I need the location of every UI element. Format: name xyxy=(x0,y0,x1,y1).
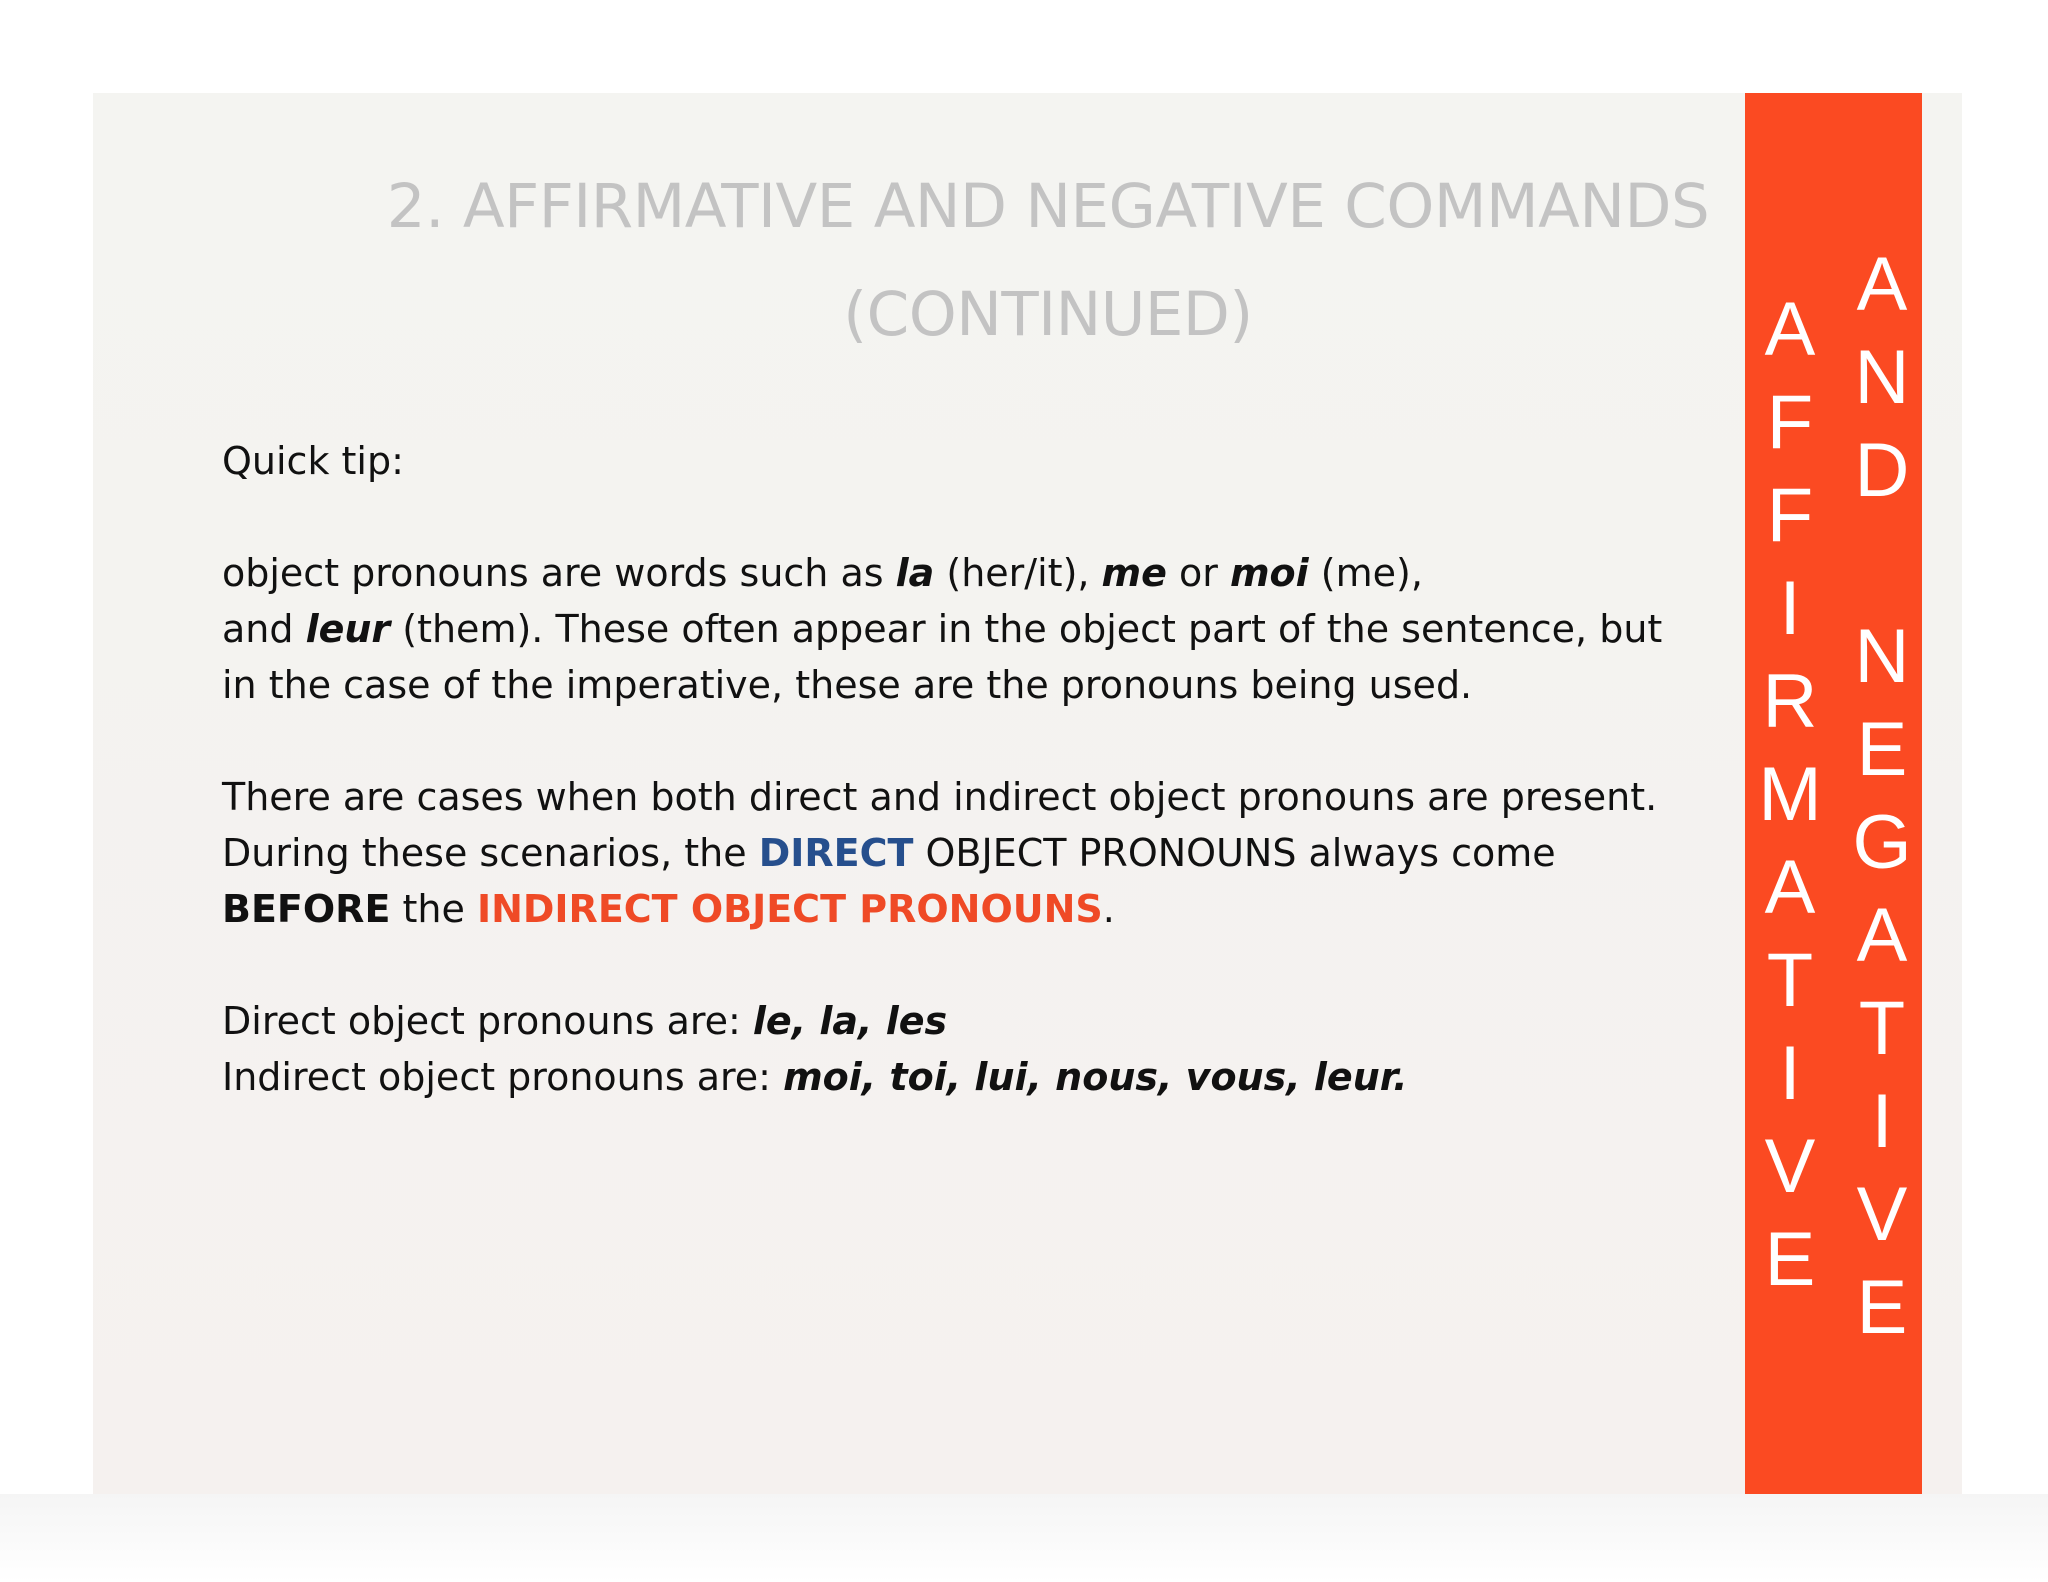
text-run: the xyxy=(390,887,477,931)
indirect-pronoun-list: moi, toi, lui, nous, vous, leur. xyxy=(783,1055,1408,1099)
direct-pronoun-list: le, la, les xyxy=(752,999,948,1043)
word-before: BEFORE xyxy=(222,887,391,931)
text-run: and xyxy=(222,607,306,651)
banner-letter: I xyxy=(1779,1031,1801,1116)
banner-letter: A xyxy=(1856,242,1908,327)
text-run: (me), xyxy=(1308,551,1423,595)
para1-line1 xyxy=(222,545,1762,601)
text-run: (her/it), xyxy=(934,551,1102,595)
text-run: object pronouns are words such as xyxy=(222,551,896,595)
text-run: OBJECT PRONOUNS always come xyxy=(913,831,1556,875)
banner-word-and-negative xyxy=(1837,238,1927,1354)
title-line-2: (CONTINUED) xyxy=(843,279,1253,350)
slide xyxy=(93,93,1962,1494)
vertical-banner xyxy=(1745,93,1922,1494)
text-run: Indirect object pronouns are: xyxy=(222,1055,784,1099)
banner-letter: A xyxy=(1764,287,1816,372)
para2-line1: There are cases when both direct and indirect object pronouns are present. xyxy=(222,775,1658,819)
para1-line2 xyxy=(222,601,1762,657)
banner-letter: I xyxy=(1779,566,1801,651)
banner-letter: E xyxy=(1856,1265,1908,1350)
banner-letter: M xyxy=(1758,752,1822,837)
banner-spacer xyxy=(1837,517,1927,610)
text-run: or xyxy=(1166,551,1230,595)
banner-letter: V xyxy=(1856,1172,1908,1257)
text-run: During these scenarios, the xyxy=(222,831,759,875)
text-run: . xyxy=(1102,887,1115,931)
para1-line3: in the case of the imperative, these are the pronouns being used. xyxy=(222,663,1473,707)
para2-line2 xyxy=(222,825,1762,881)
word-la: la xyxy=(895,551,935,595)
banner-letter: N xyxy=(1854,335,1910,420)
word-direct: DIRECT xyxy=(758,831,914,875)
word-me: me xyxy=(1101,551,1167,595)
word-leur: leur xyxy=(305,607,391,651)
text-run: Direct object pronouns are: xyxy=(222,999,753,1043)
banner-letter: F xyxy=(1766,380,1814,465)
bottom-band xyxy=(0,1494,2048,1582)
quick-tip-label: Quick tip: xyxy=(222,439,404,483)
word-indirect-object-pronouns: INDIRECT OBJECT PRONOUNS xyxy=(476,887,1103,931)
para2-line3 xyxy=(222,881,1762,937)
banner-letter: T xyxy=(1858,986,1906,1071)
banner-letter: A xyxy=(1856,893,1908,978)
text-run: (them). These often appear in the object part of the sentence, but xyxy=(390,607,1663,651)
banner-letter: I xyxy=(1871,1079,1893,1164)
banner-letter: A xyxy=(1764,845,1816,930)
banner-word-affirmative xyxy=(1745,283,1835,1306)
banner-letter: D xyxy=(1854,428,1910,513)
banner-letter: F xyxy=(1766,473,1814,558)
direct-pronouns-line xyxy=(222,993,1762,1049)
banner-letter: N xyxy=(1854,614,1910,699)
banner-letter: V xyxy=(1764,1124,1816,1209)
banner-letter: E xyxy=(1856,707,1908,792)
banner-letter: G xyxy=(1852,800,1912,885)
slide-title xyxy=(323,153,1773,369)
indirect-pronouns-line xyxy=(222,1049,1762,1105)
title-line-1: 2. AFFIRMATIVE AND NEGATIVE COMMANDS xyxy=(386,171,1710,242)
word-moi: moi xyxy=(1229,551,1309,595)
banner-letter: T xyxy=(1766,938,1814,1023)
banner-letter: E xyxy=(1764,1217,1816,1302)
slide-body xyxy=(222,433,1762,1105)
banner-letter: R xyxy=(1762,659,1818,744)
